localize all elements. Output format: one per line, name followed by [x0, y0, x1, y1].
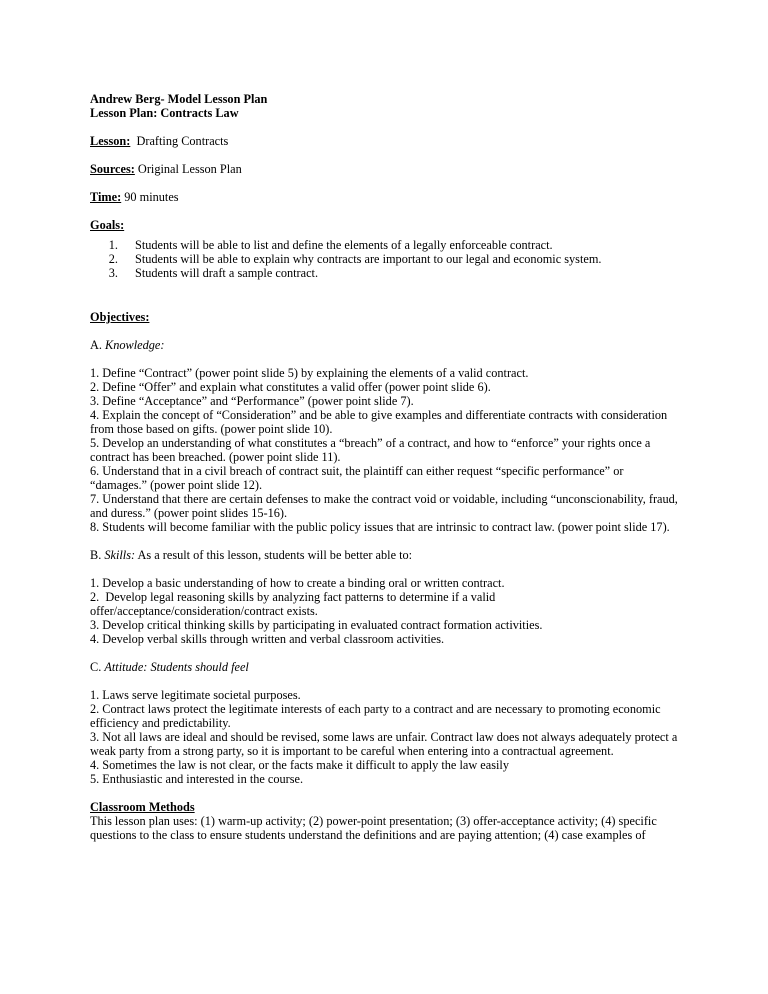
time-value: 90 minutes	[121, 190, 179, 204]
list-item: 5. Enthusiastic and interested in the course.	[90, 772, 304, 786]
lesson-line	[90, 134, 678, 148]
header-title-line: Lesson Plan: Contracts Law	[90, 106, 239, 120]
document-page	[90, 92, 678, 842]
list-item: 3. Develop critical thinking skills by participating in evaluated contract formation activities.	[90, 618, 543, 632]
list-item: 1. Laws serve legitimate societal purposes.	[90, 688, 301, 702]
time-label: Time:	[90, 190, 122, 204]
list-item: 3. Define “Acceptance” and “Performance” (power point slide 7).	[90, 394, 414, 408]
goals-heading: Goals:	[90, 218, 125, 232]
skills-list	[90, 576, 678, 646]
goals-list	[90, 238, 678, 280]
sources-value: Original Lesson Plan	[134, 162, 242, 176]
list-item: 1. Define “Contract” (power point slide 5) by explaining the elements of a valid contract.	[90, 366, 529, 380]
attitude-heading: C. Attitude: Students should feel	[90, 660, 249, 674]
methods-text: This lesson plan uses: (1) warm-up activity; (2) power-point presentation; (3) offer-acceptance activity; (4) specific questions to the class to ensure students understand the definitions and are paying attention; (4) case examples of	[90, 814, 657, 842]
list-item: 2. Develop legal reasoning skills by analyzing fact patterns to determine if a valid offer/acceptance/consideration/contract exists.	[90, 590, 499, 618]
list-item: 2. Contract laws protect the legitimate interests of each party to a contract and are necessary to promoting economic efficiency and predictability.	[90, 702, 661, 730]
list-item: 4. Develop verbal skills through written and verbal classroom activities.	[90, 632, 445, 646]
sources-label: Sources:	[90, 162, 135, 176]
methods-heading: Classroom Methods	[90, 800, 195, 814]
lesson-label: Lesson:	[90, 134, 131, 148]
list-item: 4. Explain the concept of “Consideration” and be able to give examples and differentiate contracts with consideration from those based on gifts. (power point slide 10).	[90, 408, 668, 436]
lesson-value: Drafting Contracts	[130, 134, 229, 148]
list-item: 5. Develop an understanding of what constitutes a “breach” of a contract, and how to “enforce” your rights once a contract has been breached. (power point slide 11).	[90, 436, 651, 464]
skills-heading: B. Skills: As a result of this lesson, students will be better able to:	[90, 548, 413, 562]
header-author-line: Andrew Berg- Model Lesson Plan	[90, 92, 268, 106]
goal-item: 1. Students will be able to list and define the elements of a legally enforceable contract.	[108, 238, 553, 252]
sources-line	[90, 162, 678, 176]
knowledge-list	[90, 366, 678, 534]
objectives-heading: Objectives:	[90, 310, 150, 324]
time-line	[90, 190, 678, 204]
attitude-list	[90, 688, 678, 786]
list-item: 7. Understand that there are certain defenses to make the contract void or voidable, including “unconscionability, fraud, and duress.” (power point slides 15-16).	[90, 492, 678, 520]
list-item: 2. Define “Offer” and explain what constitutes a valid offer (power point slide 6).	[90, 380, 491, 394]
goal-item: 3. Students will draft a sample contract.	[108, 266, 319, 280]
list-item: 4. Sometimes the law is not clear, or the facts make it difficult to apply the law easily	[90, 758, 509, 772]
list-item: 8. Students will become familiar with the public policy issues that are intrinsic to contract law. (power point slide 17).	[90, 520, 670, 534]
list-item: 6. Understand that in a civil breach of contract suit, the plaintiff can either request “specific performance” or “damages.” (power point slide 12).	[90, 464, 624, 492]
list-item: 3. Not all laws are ideal and should be revised, some laws are unfair. Contract law does not always adequately protect a weak party from a strong party, so it is important to be careful when entering into a contractual agreement.	[90, 730, 678, 758]
list-item: 1. Develop a basic understanding of how to create a binding oral or written contract.	[90, 576, 505, 590]
knowledge-heading: A. Knowledge:	[90, 338, 165, 352]
goal-item: 2. Students will be able to explain why contracts are important to our legal and economic system.	[108, 252, 602, 266]
